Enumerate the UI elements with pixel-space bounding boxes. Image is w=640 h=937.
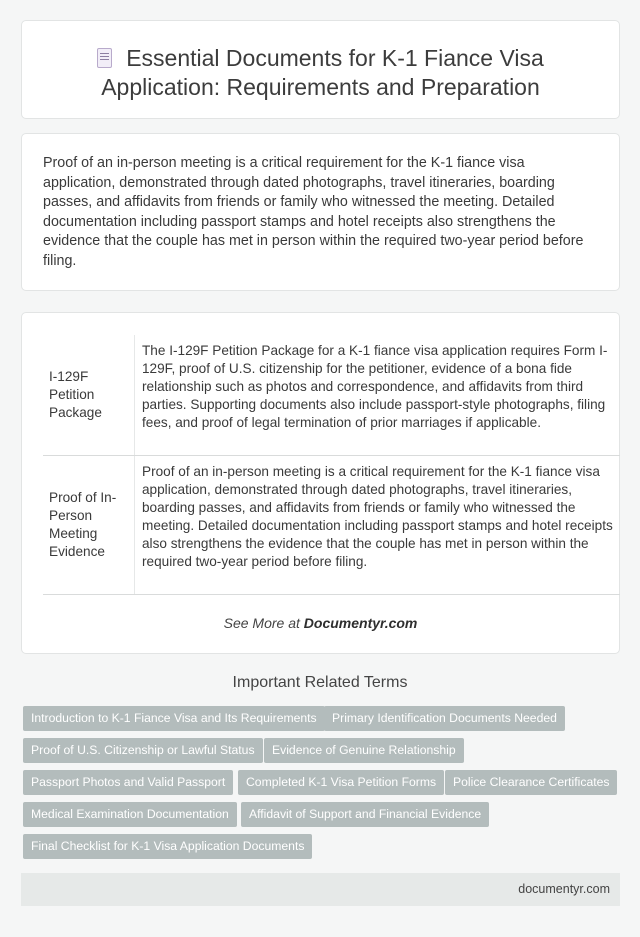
title-line-2: Application: Requirements and Preparation — [101, 74, 540, 100]
document-icon — [97, 48, 112, 68]
term-label: Proof of In-Person Meeting Evidence — [43, 456, 135, 594]
term-label: I-129F Petition Package — [43, 335, 135, 455]
related-term-tag[interactable]: Evidence of Genuine Relationship — [264, 738, 464, 763]
related-term-tag[interactable]: Affidavit of Support and Financial Evidence — [241, 802, 489, 827]
footer — [21, 873, 620, 906]
terms-table-card — [21, 312, 620, 654]
page-title — [22, 44, 619, 102]
related-term-tag[interactable]: Police Clearance Certificates — [445, 770, 617, 795]
related-term-tag[interactable]: Introduction to K-1 Fiance Visa and Its Requirements — [23, 706, 325, 731]
table-row — [43, 456, 620, 595]
footer-site[interactable]: documentyr.com — [518, 882, 610, 896]
see-more-site[interactable]: Documentyr.com — [303, 615, 418, 631]
related-term-tag[interactable]: Final Checklist for K-1 Visa Application Documents — [23, 834, 312, 859]
related-term-tag[interactable]: Proof of U.S. Citizenship or Lawful Status — [23, 738, 263, 763]
term-description: Proof of an in-person meeting is a critical requirement for the K-1 fiance visa application, demonstrated through dated photographs, travel itineraries, boarding passes, and affidavits from friends or family who witnessed the meeting. Detailed documentation including passport stamps and hotel receipts also strengthens the evidence that the couple has met in person within the required two-year period before filing. — [142, 464, 613, 569]
see-more-link[interactable] — [22, 615, 619, 631]
summary-card — [21, 133, 620, 291]
related-terms-heading: Important Related Terms — [232, 674, 408, 691]
title-line-1: Essential Documents for K-1 Fiance Visa — [126, 45, 544, 71]
term-description: The I-129F Petition Package for a K-1 fiance visa application requires Form I-129F, proof of U.S. citizenship for the petitioner, evidence of a bona fide relationship such as photos and correspondence, and affidavits from third parties. Supporting documents also include passport-style photographs, filing fees, and proof of legal termination of prior marriages if applicable. — [142, 343, 608, 430]
related-term-tag[interactable]: Completed K-1 Visa Petition Forms — [238, 770, 444, 795]
table-row — [43, 335, 620, 456]
title-card — [21, 20, 620, 119]
related-term-tag[interactable]: Passport Photos and Valid Passport — [23, 770, 233, 795]
related-term-tag[interactable]: Primary Identification Documents Needed — [324, 706, 565, 731]
summary-text: Proof of an in-person meeting is a critical requirement for the K-1 fiance visa application, demonstrated through dated photographs, travel itineraries, boarding passes, and affidavits from friends or family who witnessed the meeting. Detailed documentation including passport stamps and hotel receipts also strengthens the evidence that the couple has met in person within the required two-year period before filing. — [43, 155, 584, 269]
see-more-prefix: See More at — [223, 615, 304, 631]
related-term-tag[interactable]: Medical Examination Documentation — [23, 802, 237, 827]
